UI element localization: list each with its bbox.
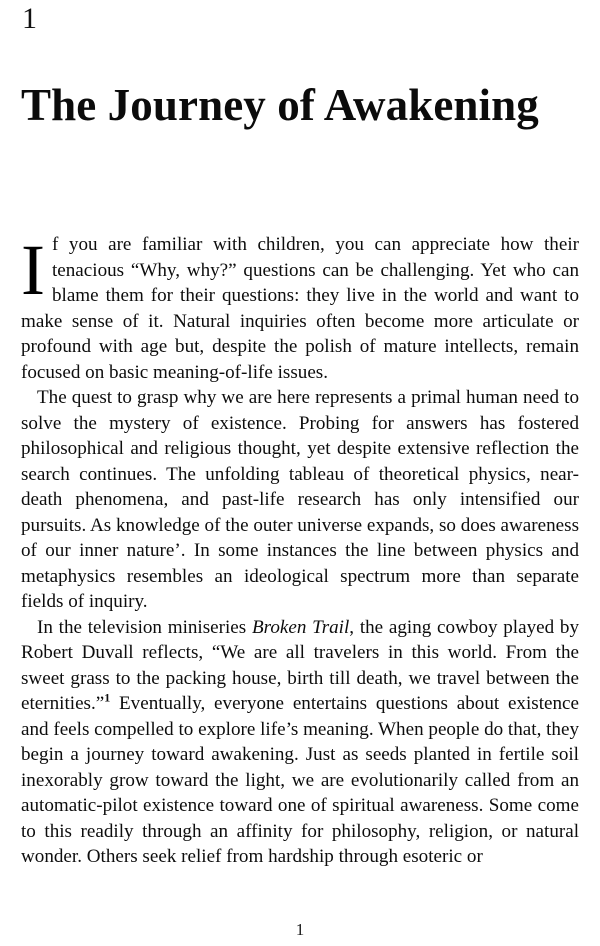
footnote-reference-marker[interactable]: 1 (104, 690, 111, 705)
paragraph-3-text-after-footnote: Eventually, everyone entertains questions about existence and feels compelled to explore life’s meaning. When people do that, they begin a journey toward awakening. Just as seeds planted in fertile soil inexorably grow toward the light, we are evolutionarily called from an automatic-pilot existence toward one of spiritual awareness. Some come to this readily through an affinity for philosophy, religion, or natural wonder. Others seek relief from hardship through esoteric or (21, 693, 579, 867)
chapter-title: The Journey of Awakening (21, 80, 539, 131)
paragraph-3 (21, 615, 579, 870)
paragraph-1-text: f you are familiar with children, you can appreciate how their tenacious “Why, why?” questions can be challenging. Yet who can blame them for their questions: they live in the world and want to make sense of it. Natural inquiries often become more articulate or profound with age but, despite the polish of mature intellects, remain focused on basic meaning-of-life issues. (21, 234, 579, 383)
drop-cap: I (21, 230, 45, 310)
paragraph-3-text-before-title: In the television miniseries (37, 616, 252, 638)
paragraph-3-text-after-title: , the aging cowboy played by Robert Duvall reflects, “We are all travelers in this world. From the sweet grass to the packing house, birth till death, we travel between the eternities.” (21, 616, 579, 714)
cited-work-title: Broken Trail (251, 616, 350, 638)
chapter-number: 1 (22, 2, 38, 35)
body-text (21, 232, 579, 870)
paragraph-1 (21, 232, 579, 385)
paragraph-2 (21, 385, 579, 615)
page-number: 1 (295, 920, 305, 939)
paragraph-2-text: The quest to grasp why we are here represents a primal human need to solve the mystery of existence. Probing for answers has fostered philosophical and religious thought, yet despite extensive reflection the search continues. The unfolding tableau of theoretical physics, near-death phenomena, and past-life research has only intensified our pursuits. As knowledge of the outer universe expands, so does awareness of our inner nature’. In some instances the line between physics and metaphysics resembles an ideological spectrum more than separate fields of inquiry. (21, 387, 579, 612)
